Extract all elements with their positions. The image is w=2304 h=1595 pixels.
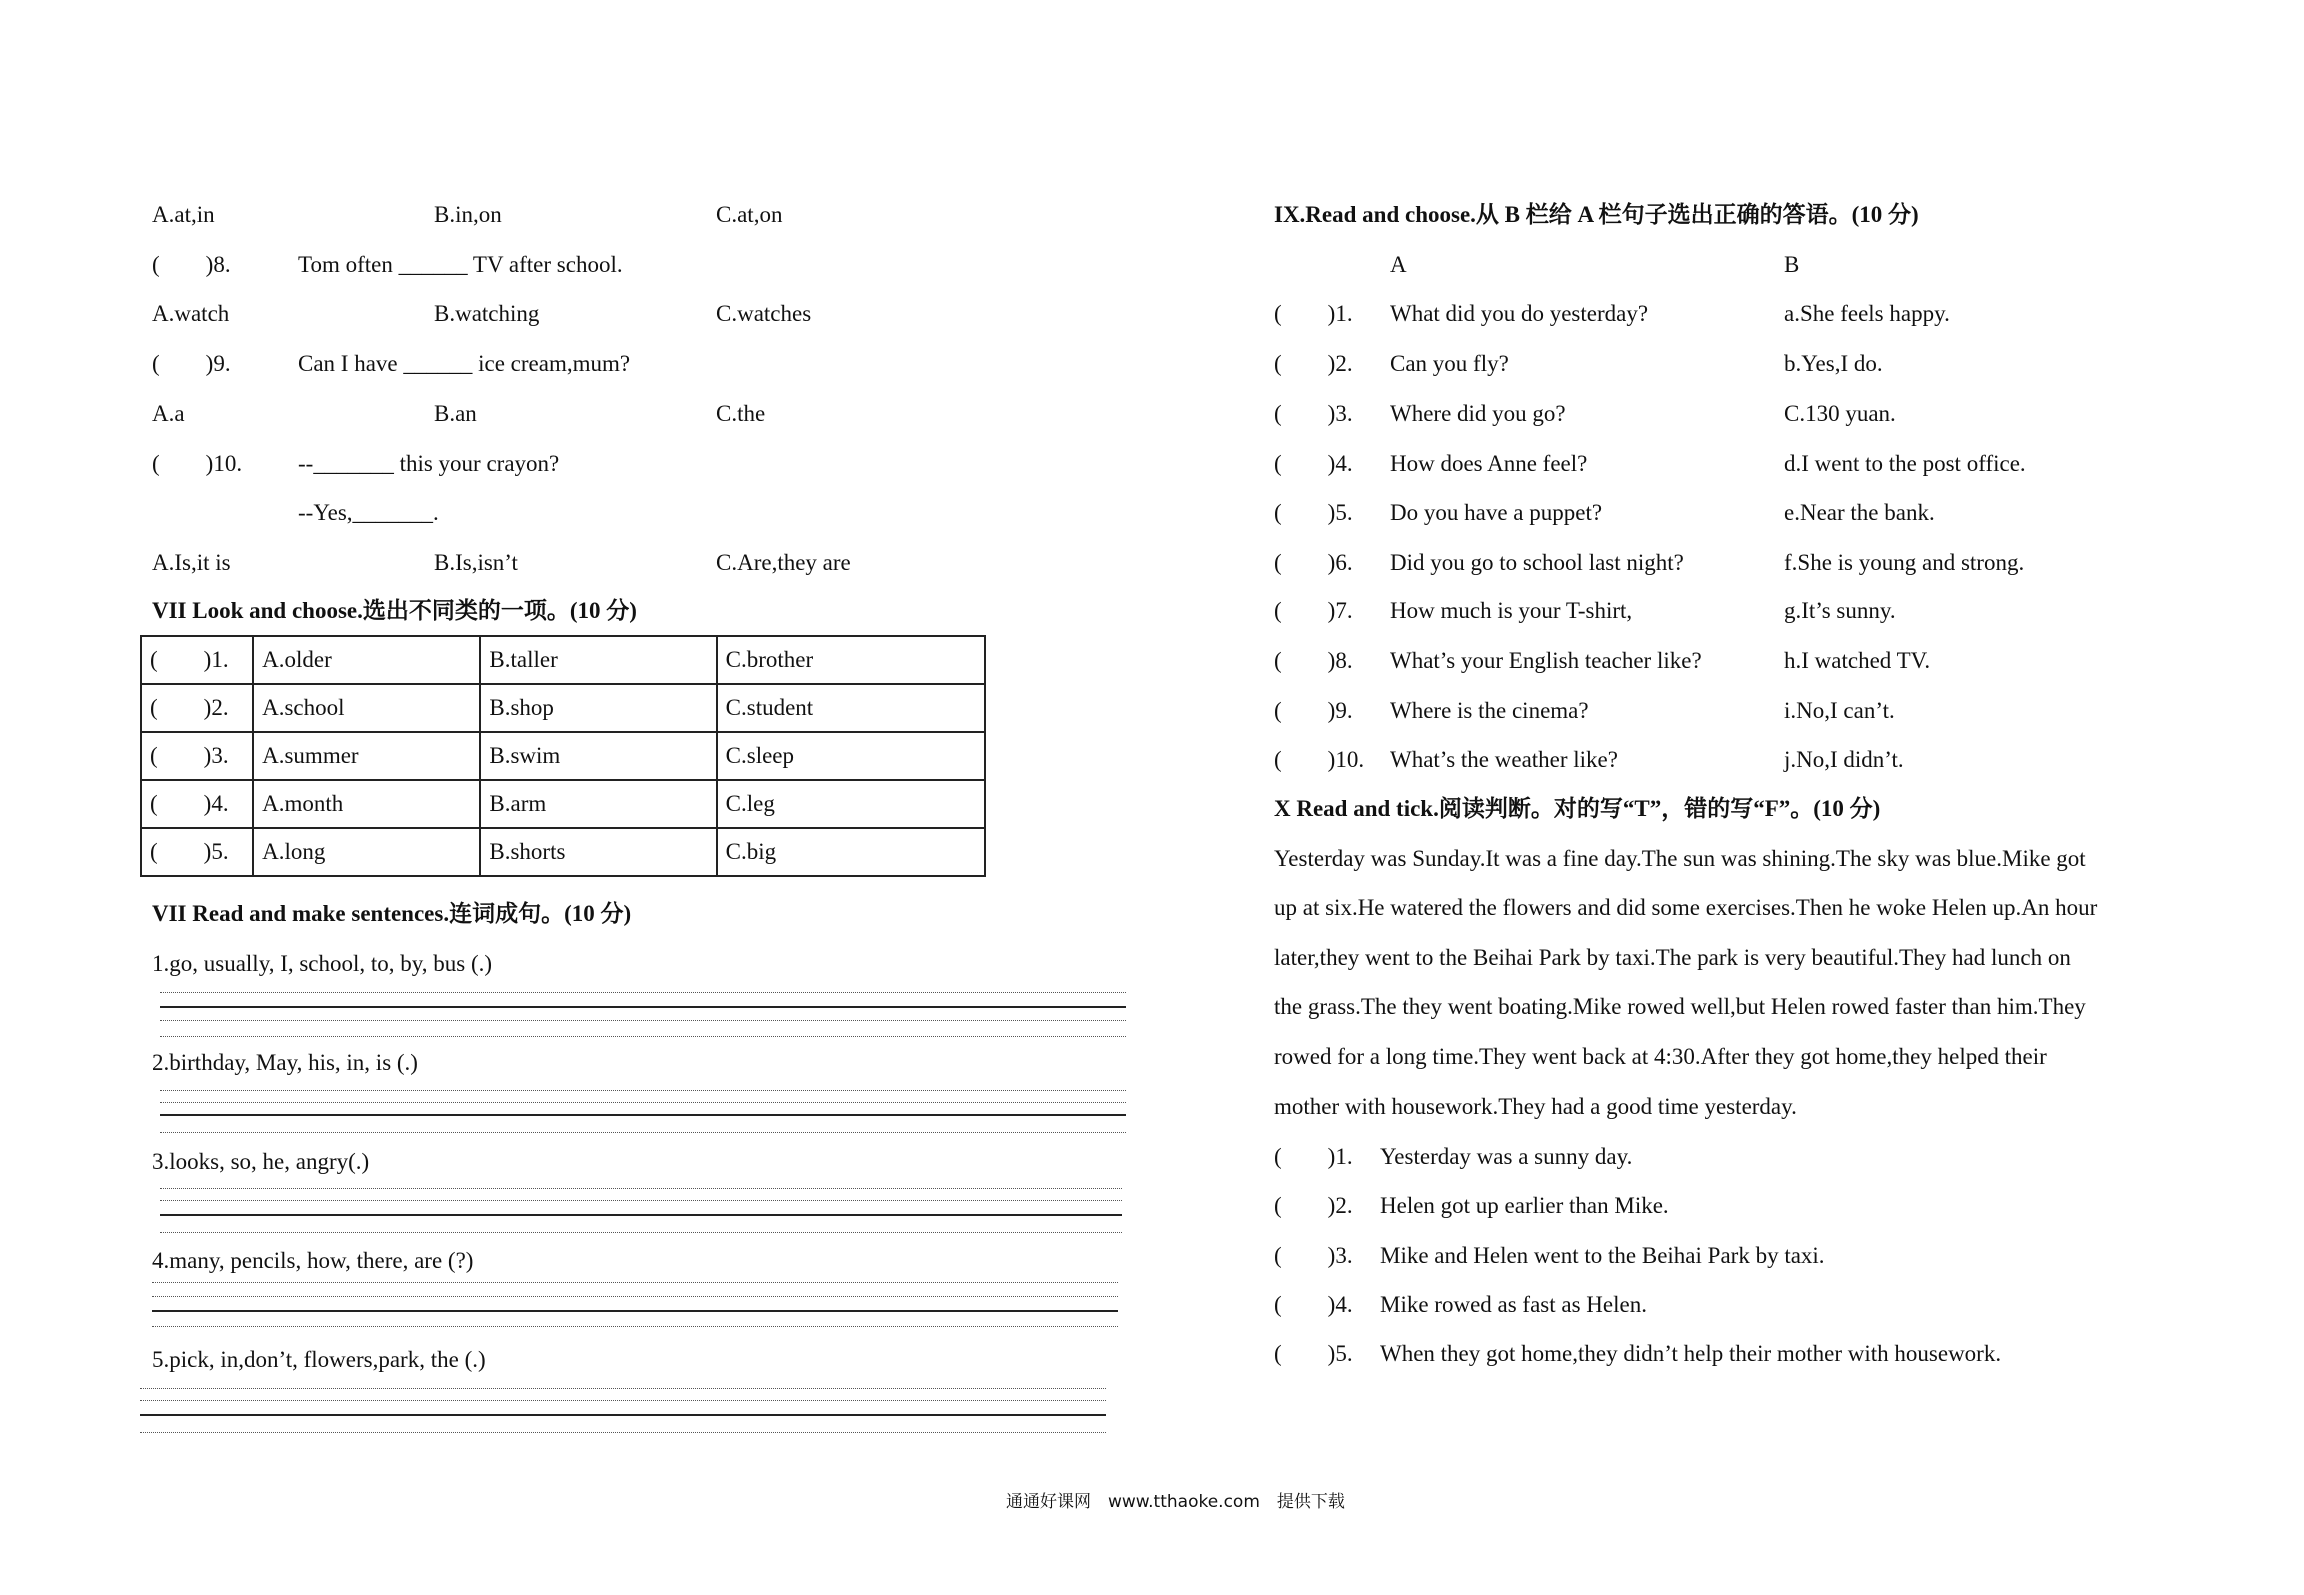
tick-statement: Helen got up earlier than Mike. [1380,1193,1669,1218]
option-b: B.taller [480,636,716,684]
q7-option-c: C.at,on [716,202,783,227]
match-question: How much is your T-shirt, [1390,598,1633,623]
section7-row [141,684,985,732]
sentence-item-2: 2.birthday, May, his, in, is (.) [152,1050,418,1075]
option-a: A.school [253,684,480,732]
match-question: What’s the weather like? [1390,747,1618,772]
section7-table [140,635,986,877]
passage-line: mother with housework.They had a good time yesterday. [1274,1094,1797,1119]
row-number: ( )1. [141,636,253,684]
q9-number: ( )9. [152,351,231,376]
writing-line [160,1214,1122,1216]
match-answer: f.She is young and strong. [1784,550,2025,575]
writing-line [160,1132,1126,1133]
option-c: C.student [717,684,985,732]
option-b: B.arm [480,780,716,828]
row-number: ( )4. [141,780,253,828]
match-number: ( )8. [1274,648,1353,673]
q10-option-c: C.Are,they are [716,550,851,575]
option-b: B.shop [480,684,716,732]
match-answer: i.No,I can’t. [1784,698,1895,723]
tick-number: ( )4. [1274,1292,1353,1317]
writing-line [140,1432,1106,1433]
option-c: C.sleep [717,732,985,780]
section9-col-b-header: B [1784,252,1800,277]
q8-option-c: C.watches [716,301,812,326]
writing-line [152,1296,1118,1297]
passage-line: Yesterday was Sunday.It was a fine day.The sun was shining.The sky was blue.Mike got [1274,846,2086,871]
option-b: B.swim [480,732,716,780]
option-a: A.summer [253,732,480,780]
match-answer: g.It’s sunny. [1784,598,1896,623]
writing-line [140,1388,1106,1389]
passage-line: up at six.He watered the flowers and did some exercises.Then he woke Helen up.An hour [1274,895,2098,920]
q10-option-a: A.Is,it is [152,550,231,575]
section9-title: IX.Read and choose.从 B 栏给 A 栏句子选出正确的答语。(10 分) [1274,202,1919,227]
tick-statement: Yesterday was a sunny day. [1380,1144,1633,1169]
tick-number: ( )2. [1274,1193,1353,1218]
passage-line: the grass.The they went boating.Mike rowed well,but Helen rowed faster than him.They [1274,994,2086,1019]
passage-line: rowed for a long time.They went back at 4:30.After they got home,they helped their [1274,1044,2047,1069]
option-b: B.shorts [480,828,716,876]
writing-line [140,1414,1106,1416]
match-number: ( )7. [1274,598,1353,623]
q9-option-a: A.a [152,401,185,426]
match-number: ( )6. [1274,550,1353,575]
q10-line2: --Yes,_______. [298,500,439,525]
writing-line [160,1102,1126,1103]
passage-line: later,they went to the Beihai Park by taxi.The park is very beautiful.They had lunch on [1274,945,2071,970]
row-number: ( )5. [141,828,253,876]
writing-line [160,1188,1122,1189]
section10-title: X Read and tick.阅读判断。对的写“T”，错的写“F”。(10 分) [1274,796,1881,821]
tick-statement: Mike rowed as fast as Helen. [1380,1292,1647,1317]
tick-number: ( )1. [1274,1144,1353,1169]
q7-option-a: A.at,in [152,202,215,227]
match-answer: b.Yes,I do. [1784,351,1883,376]
q8-number: ( )8. [152,252,231,277]
row-number: ( )2. [141,684,253,732]
writing-line [160,1114,1126,1116]
match-number: ( )5. [1274,500,1353,525]
section7-title: VII Look and choose.选出不同类的一项。(10 分) [152,598,637,623]
tick-number: ( )5. [1274,1341,1353,1366]
section7-row [141,732,985,780]
match-answer: h.I watched TV. [1784,648,1931,673]
match-answer: a.She feels happy. [1784,301,1950,326]
match-number: ( )2. [1274,351,1353,376]
q8-text: Tom often ______ TV after school. [298,252,623,277]
option-c: C.leg [717,780,985,828]
tick-statement: When they got home,they didn’t help their mother with housework. [1380,1341,2002,1366]
row-number: ( )3. [141,732,253,780]
match-number: ( )3. [1274,401,1353,426]
writing-line [152,1282,1118,1283]
option-a: A.older [253,636,480,684]
match-number: ( )10. [1274,747,1365,772]
match-number: ( )4. [1274,451,1353,476]
match-answer: C.130 yuan. [1784,401,1896,426]
writing-line [160,1020,1126,1021]
tick-number: ( )3. [1274,1243,1353,1268]
writing-line [160,992,1126,993]
writing-line [160,1006,1126,1008]
section7-row [141,780,985,828]
section9-col-a-header: A [1390,252,1407,277]
q8-option-a: A.watch [152,301,230,326]
match-question: Do you have a puppet? [1390,500,1603,525]
match-number: ( )1. [1274,301,1353,326]
q7-option-b: B.in,on [434,202,502,227]
q10-number: ( )10. [152,451,243,476]
sentence-item-1: 1.go, usually, I, school, to, by, bus (.) [152,951,493,976]
section7-row [141,636,985,684]
match-number: ( )9. [1274,698,1353,723]
page-footer: 通通好课网 www.tthaoke.com 提供下载 [1006,1492,1345,1512]
q10-line1: --_______ this your crayon? [298,451,560,476]
match-question: Where is the cinema? [1390,698,1589,723]
match-question: How does Anne feel? [1390,451,1588,476]
sentence-item-3: 3.looks, so, he, angry(.) [152,1149,370,1174]
q9-text: Can I have ______ ice cream,mum? [298,351,631,376]
section8-title: VII Read and make sentences.连词成句。(10 分) [152,901,632,926]
match-question: What’s your English teacher like? [1390,648,1702,673]
writing-line [160,1232,1122,1233]
sentence-item-5: 5.pick, in,don’t, flowers,park, the (.) [152,1347,486,1372]
q8-option-b: B.watching [434,301,540,326]
match-question: What did you do yesterday? [1390,301,1649,326]
match-answer: d.I went to the post office. [1784,451,2026,476]
match-answer: j.No,I didn’t. [1784,747,1904,772]
writing-line [152,1326,1118,1327]
option-a: A.month [253,780,480,828]
match-answer: e.Near the bank. [1784,500,1935,525]
writing-line [160,1036,1126,1037]
writing-line [140,1400,1106,1401]
writing-line [160,1090,1126,1091]
option-c: C.brother [717,636,985,684]
sentence-item-4: 4.many, pencils, how, there, are (?) [152,1248,474,1273]
q9-option-c: C.the [716,401,766,426]
writing-line [160,1200,1122,1201]
writing-line [152,1310,1118,1312]
q10-option-b: B.Is,isn’t [434,550,518,575]
option-a: A.long [253,828,480,876]
tick-statement: Mike and Helen went to the Beihai Park by taxi. [1380,1243,1825,1268]
match-question: Can you fly? [1390,351,1509,376]
section7-row [141,828,985,876]
match-question: Where did you go? [1390,401,1566,426]
match-question: Did you go to school last night? [1390,550,1684,575]
q9-option-b: B.an [434,401,477,426]
option-c: C.big [717,828,985,876]
